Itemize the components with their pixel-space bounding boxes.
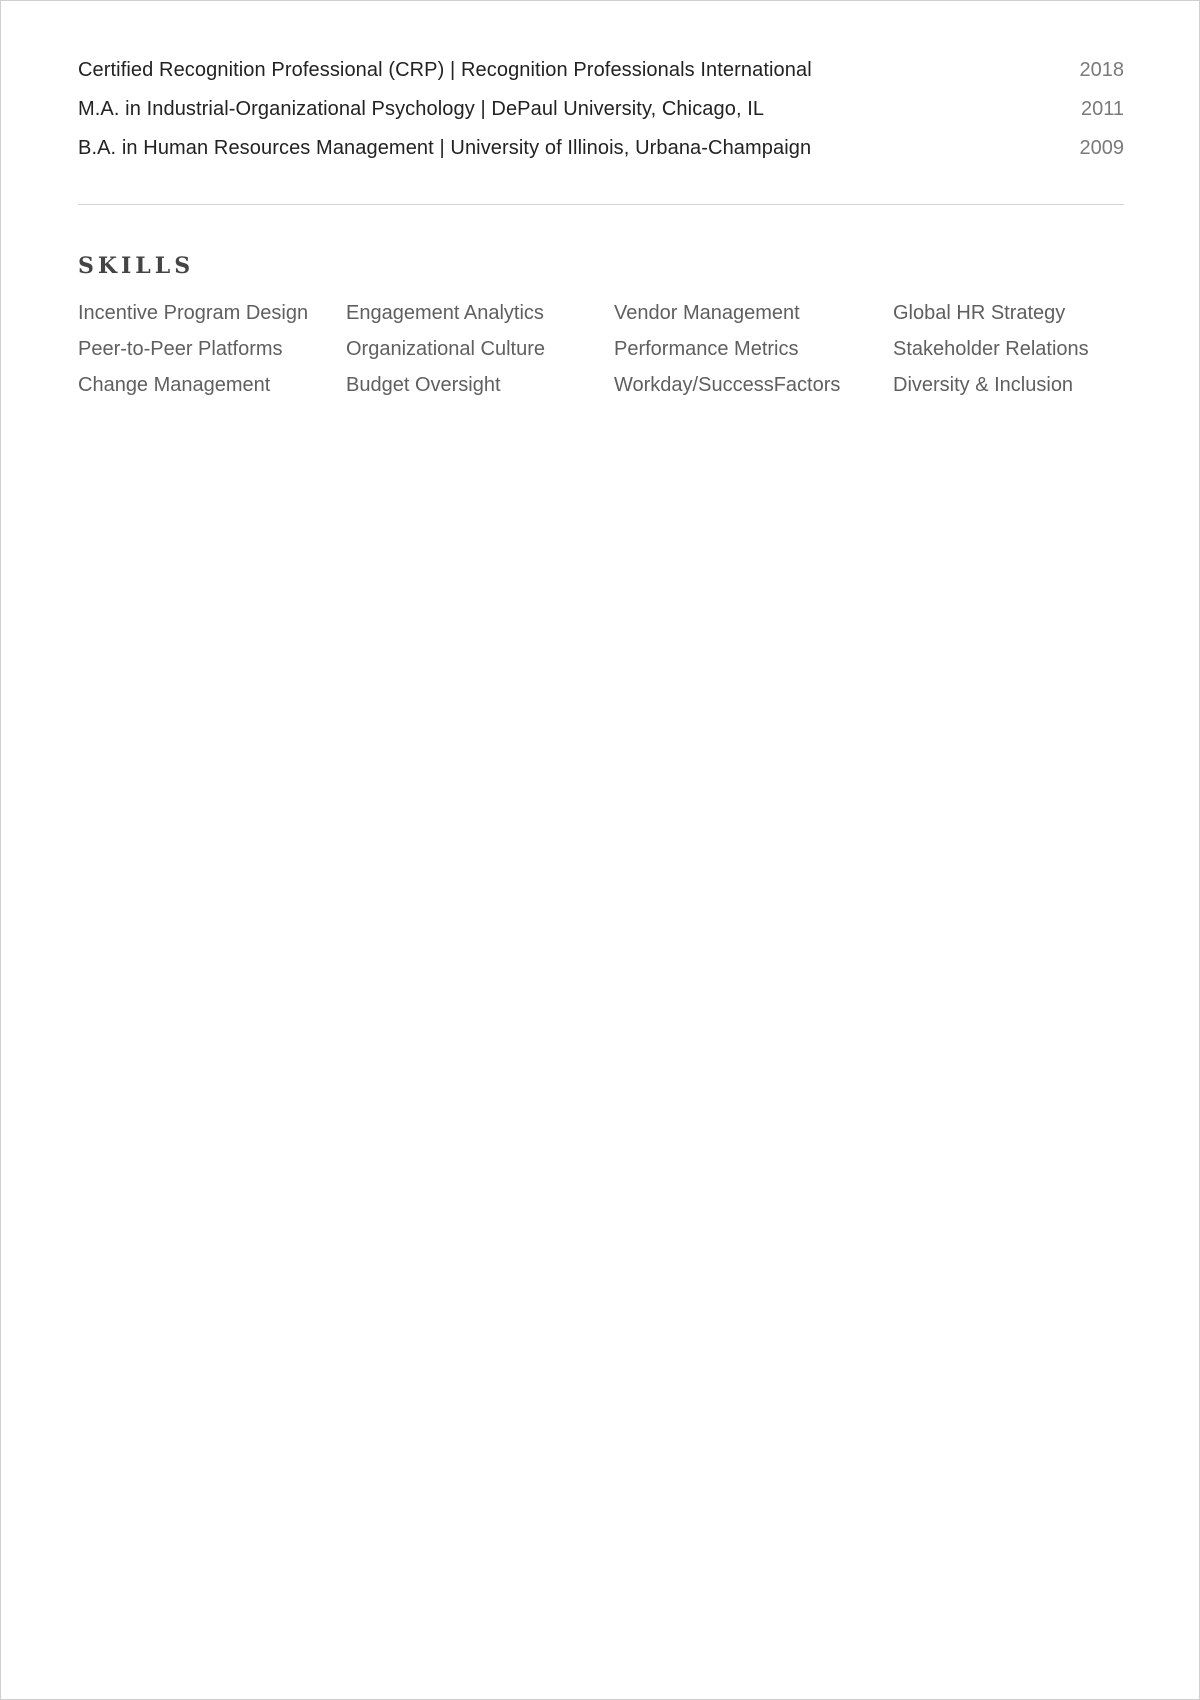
education-item — [78, 137, 1124, 176]
skill-item: Vendor Management — [614, 302, 800, 324]
skill-item: Performance Metrics — [614, 338, 799, 360]
education-title: M.A. in Industrial-Organizational Psychology | DePaul University, Chicago, IL — [78, 98, 765, 120]
skill-item: Stakeholder Relations — [893, 338, 1089, 360]
education-item — [78, 59, 1124, 98]
education-item — [78, 98, 1124, 137]
education-list — [78, 59, 1124, 176]
skill-item: Peer-to-Peer Platforms — [78, 338, 283, 360]
education-year: 2018 — [1079, 59, 1124, 81]
skill-item: Workday/SuccessFactors — [614, 374, 841, 396]
skill-item: Engagement Analytics — [346, 302, 544, 324]
skills-grid — [78, 301, 1124, 397]
resume-content — [78, 59, 1124, 397]
education-year: 2011 — [1080, 98, 1124, 120]
section-divider — [78, 204, 1124, 205]
skill-item: Budget Oversight — [346, 374, 501, 396]
skill-item: Diversity & Inclusion — [893, 374, 1074, 396]
education-title: Certified Recognition Professional (CRP) | Recognition Professionals International — [78, 59, 812, 81]
skill-item: Global HR Strategy — [893, 302, 1066, 324]
skills-heading: SKILLS — [78, 253, 195, 279]
education-title: B.A. in Human Resources Management | University of Illinois, Urbana-Champaign — [78, 137, 812, 159]
skill-item: Organizational Culture — [346, 338, 545, 360]
skill-item: Incentive Program Design — [78, 302, 309, 324]
skill-item: Change Management — [78, 374, 271, 396]
education-year: 2009 — [1079, 137, 1124, 159]
